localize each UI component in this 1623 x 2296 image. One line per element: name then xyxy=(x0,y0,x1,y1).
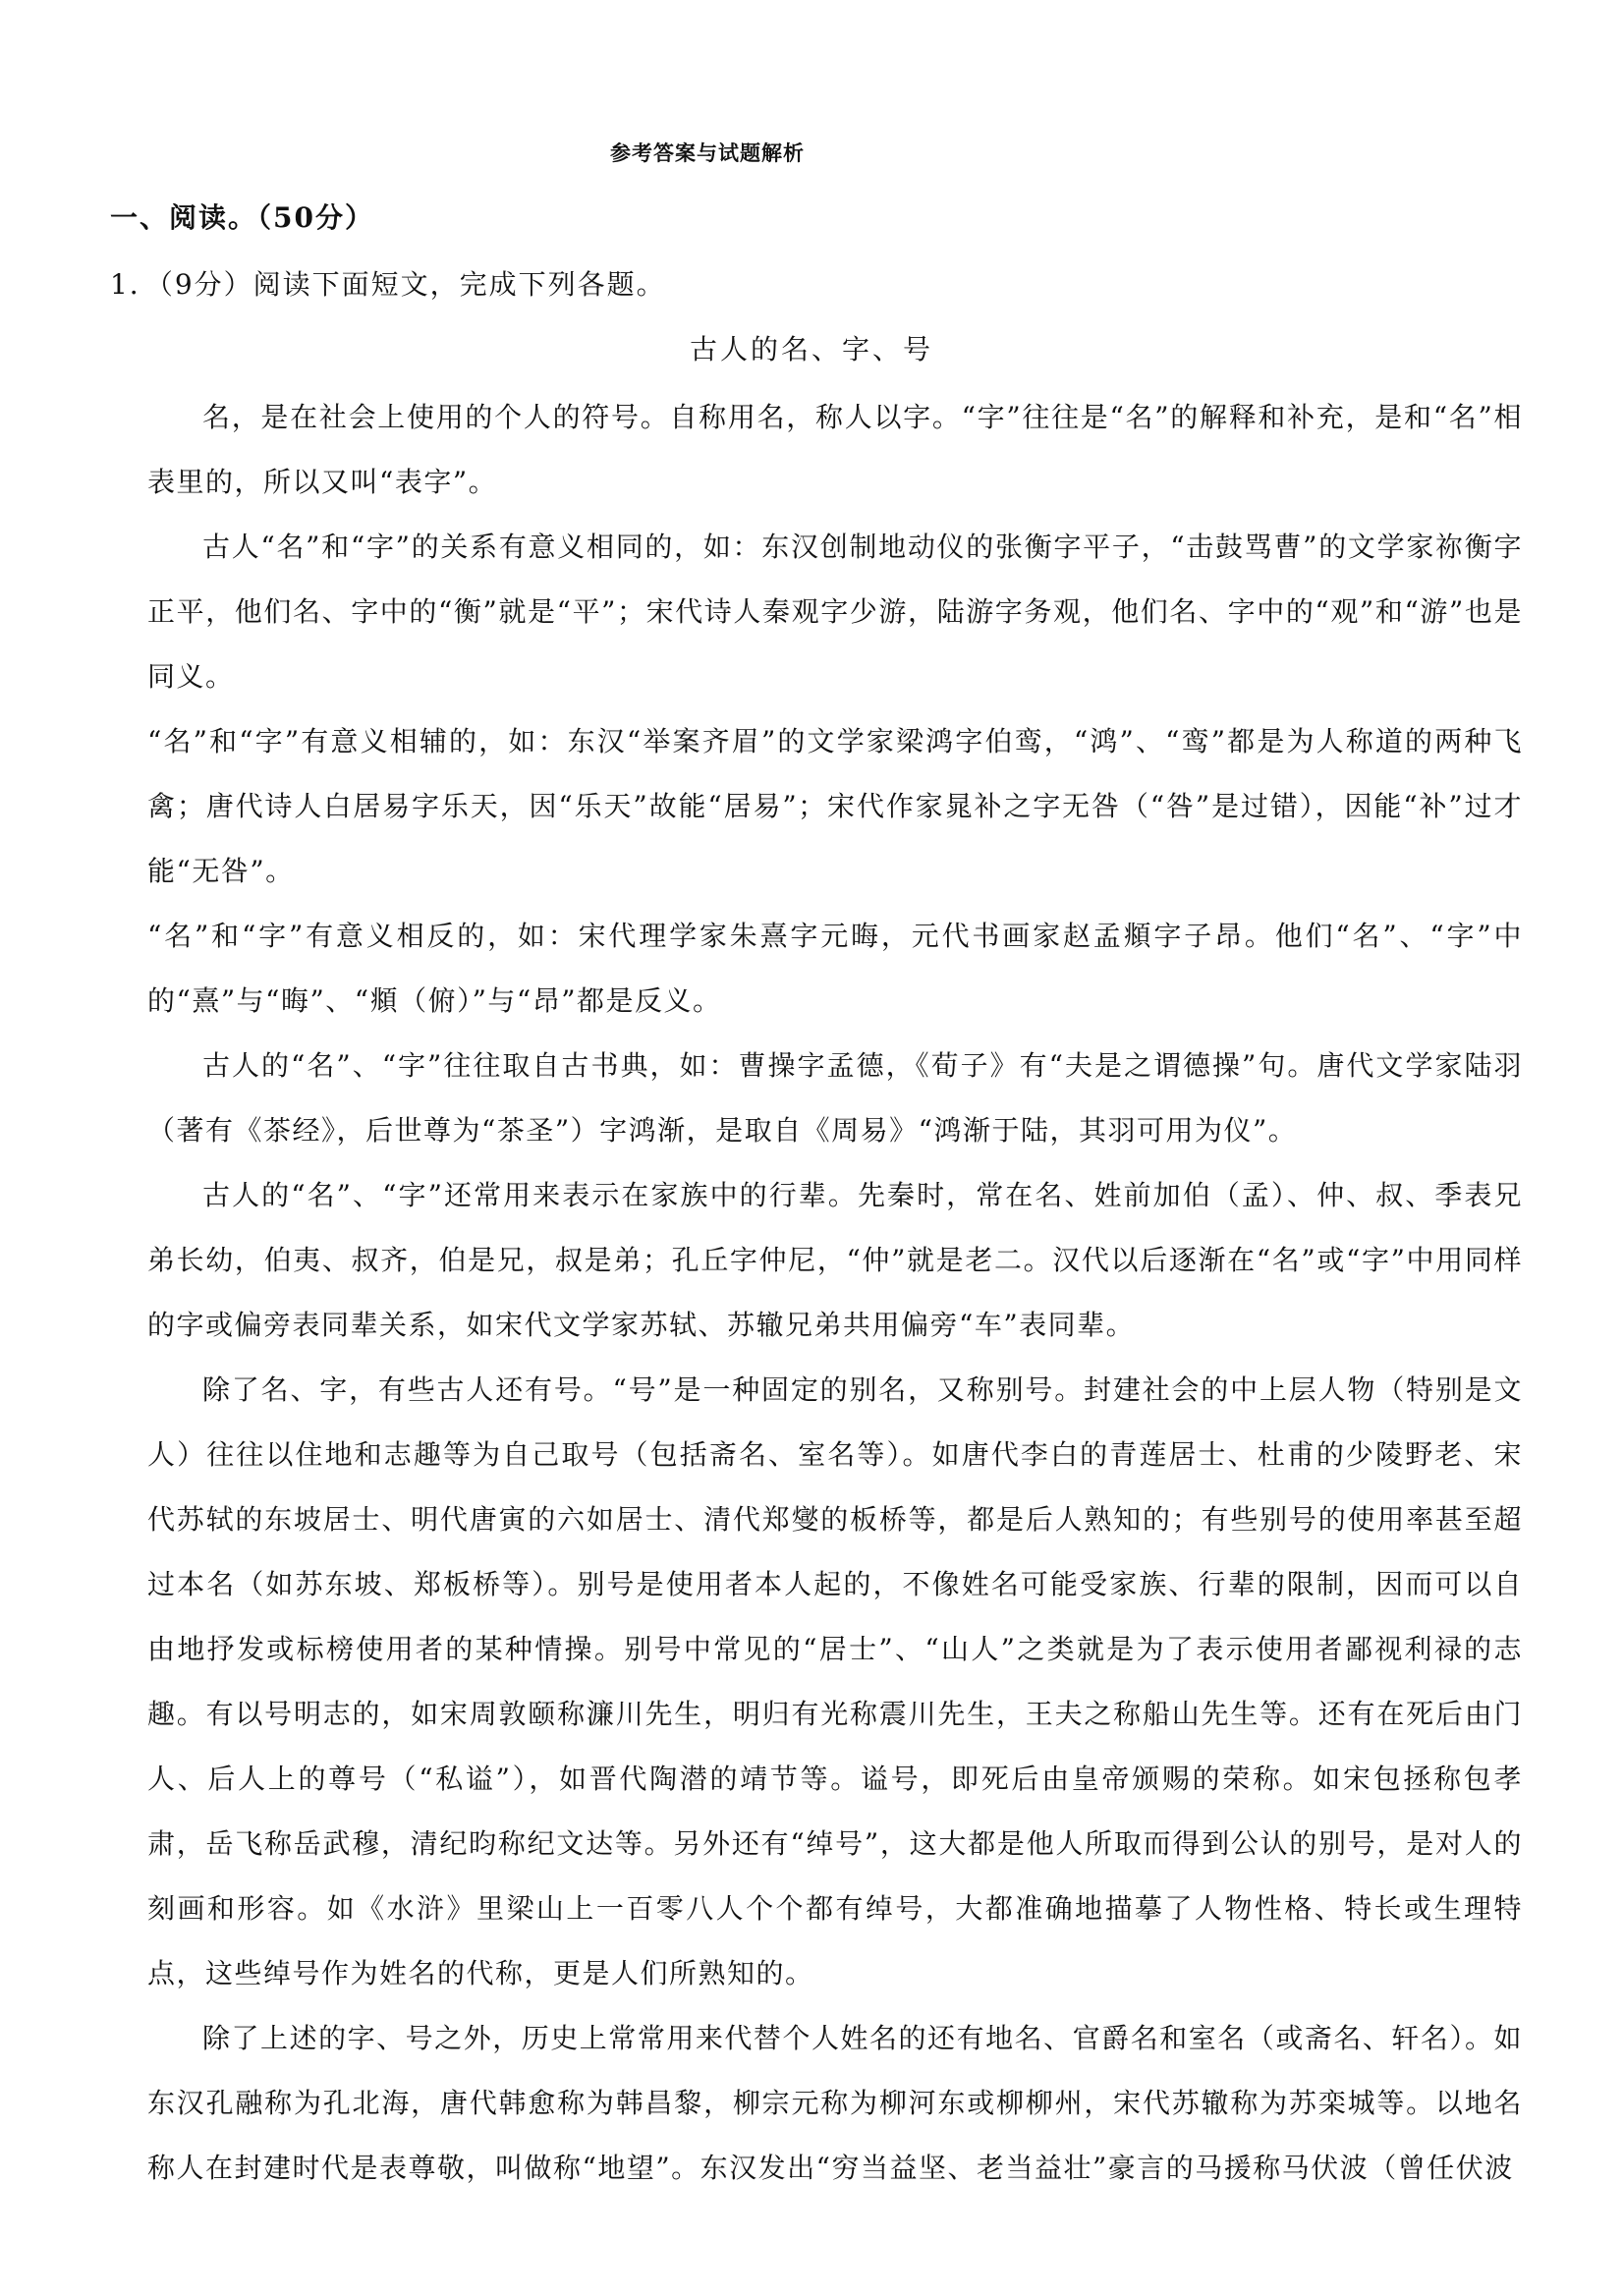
article-title: 古人的名、字、号 xyxy=(689,333,933,365)
paragraph: 名，是在社会上使用的个人的符号。自称用名，称人以字。“字”往往是“名”的解释和补充，是和“名”相表里的，所以又叫“表字”。 xyxy=(147,401,1523,498)
paragraph: “名”和“字”有意义相反的，如：宋代理学家朱熹字元晦，元代书画家赵孟頫字子昂。他们“名”、“字”中的“熹”与“晦”、“頫（俯）”与“昂”都是反义。 xyxy=(147,920,1523,1017)
paragraph: 除了名、字，有些古人还有号。“号”是一种固定的别名，又称别号。封建社会的中上层人物（特别是文人）往往以住地和志趣等为自己取号（包括斋名、室名等）。如唐代李白的青莲居士、杜甫的少陵野老、宋代苏轼的东坡居士、明代唐寅的六如居士、清代郑燮的板桥等，都是后人熟知的；有些别号的使用率甚至超过本名（如苏东坡、郑板桥等）。别号是使用者本人起的，不像姓名可能受家族、行辈的限制，因而可以自由地抒发或标榜使用者的某种情操。别号中常见的“居士”、“山人”之类就是为了表示使用者鄙视利禄的志趣。有以号明志的，如宋周敦颐称濂川先生，明归有光称震川先生，王夫之称船山先生等。还有在死后由门人、后人上的尊号（“私谥”），如晋代陶潜的靖节等。谥号，即死后由皇帝颁赐的荣称。如宋包拯称包孝肃，岳飞称岳武穆，清纪昀称纪文达等。另外还有“绰号”，这大都是他人所取而得到公认的别号，是对人的刻画和形容。如《水浒》里梁山上一百零八人个个都有绰号，大都准确地描摹了人物性格、特长或生理特点，这些绰号作为姓名的代称，更是人们所熟知的。 xyxy=(147,1373,1523,1989)
question-intro: 1．（9分）阅读下面短文，完成下列各题。 xyxy=(110,268,666,301)
paragraph: 古人的“名”、“字”往往取自古书典，如：曹操字孟德，《荀子》有“夫是之谓德操”句。唐代文学家陆羽（著有《茶经》，后世尊为“茶圣”）字鸿渐，是取自《周易》“鸿渐于陆，其羽可用为仪”。 xyxy=(147,1049,1523,1147)
section-heading: 一、阅读。（50分） xyxy=(110,201,374,234)
article-body xyxy=(147,385,1523,2201)
paragraph: 古人“名”和“字”的关系有意义相同的，如：东汉创制地动仪的张衡字平子，“击鼓骂曹”的文学家祢衡字正平，他们名、字中的“衡”就是“平”；宋代诗人秦观字少游，陆游字务观，他们名、字中的“观”和“游”也是同义。 xyxy=(147,531,1523,693)
paragraph: 古人的“名”、“字”还常用来表示在家族中的行辈。先秦时，常在名、姓前加伯（孟）、仲、叔、季表兄弟长幼，伯夷、叔齐，伯是兄，叔是弟；孔丘字仲尼，“仲”就是老二。汉代以后逐渐在“名”或“字”中用同样的字或偏旁表同辈关系，如宋代文学家苏轼、苏辙兄弟共用偏旁“车”表同辈。 xyxy=(147,1179,1523,1341)
paragraph: “名”和“字”有意义相辅的，如：东汉“举案齐眉”的文学家梁鸿字伯鸾，“鸿”、“鸾”都是为人称道的两种飞禽；唐代诗人白居易字乐天，因“乐天”故能“居易”；宋代作家晁补之字无咎（“咎”是过错），因能“补”过才能“无咎”。 xyxy=(147,725,1523,887)
document-title: 参考答案与试题解析 xyxy=(610,140,805,165)
paragraph: 除了上述的字、号之外，历史上常常用来代替个人姓名的还有地名、官爵名和室名（或斋名、轩名）。如东汉孔融称为孔北海，唐代韩愈称为韩昌黎，柳宗元称为柳河东或柳柳州，宋代苏辙称为苏栾城等。以地名称人在封建时代是表尊敬，叫做称“地望”。东汉发出“穷当益坚、老当益壮”豪言的马援称马伏波（曾任伏波 xyxy=(147,2022,1523,2184)
